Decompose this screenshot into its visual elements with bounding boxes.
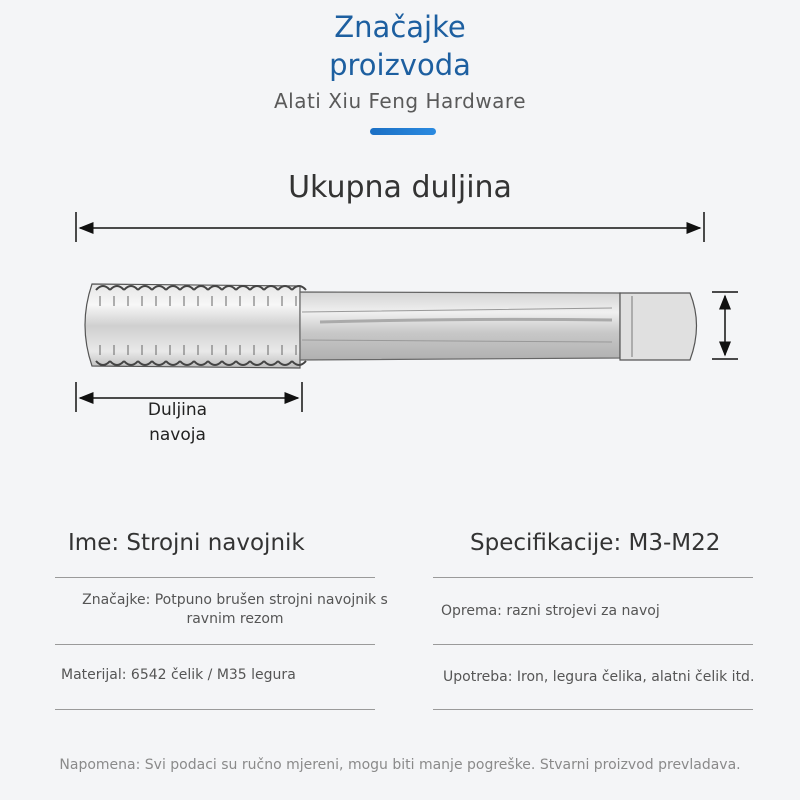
diameter-dimension (712, 292, 738, 359)
spec-usage: Upotreba: Iron, legura čelika, alatni čelik itd. (443, 669, 755, 685)
disclaimer-note: Napomena: Svi podaci su ručno mjereni, mogu biti manje pogreške. Stvarni proizvod prevladava. (59, 757, 741, 773)
spec-name: Ime: Strojni navojnik (68, 530, 305, 556)
divider (55, 709, 375, 710)
spec-equipment: Oprema: razni strojevi za navoj (441, 603, 660, 619)
spec-features (55, 591, 415, 629)
page-title-line1: Značajke (334, 10, 466, 44)
page-title-line2: proizvoda (329, 48, 471, 82)
divider (433, 577, 753, 578)
divider (433, 709, 753, 710)
brand-subtitle: Alati Xiu Feng Hardware (273, 89, 527, 113)
divider (433, 644, 753, 645)
divider (55, 644, 375, 645)
machine-tap-illustration (85, 284, 697, 368)
thread-length-label-line2: navoja (149, 425, 206, 445)
total-length-label: Ukupna duljina (288, 170, 512, 205)
spec-material: Materijal: 6542 čelik / M35 legura (61, 667, 296, 683)
spec-features-line2: ravnim rezom (186, 611, 284, 627)
divider (55, 577, 375, 578)
spec-features-line1: Značajke: Potpuno brušen strojni navojnik s (82, 592, 388, 608)
thread-length-label-line1: Duljina (147, 400, 208, 420)
thread-length-label (120, 398, 235, 448)
total-length-dimension (76, 212, 704, 242)
spec-specification: Specifikacije: M3-M22 (470, 530, 721, 556)
